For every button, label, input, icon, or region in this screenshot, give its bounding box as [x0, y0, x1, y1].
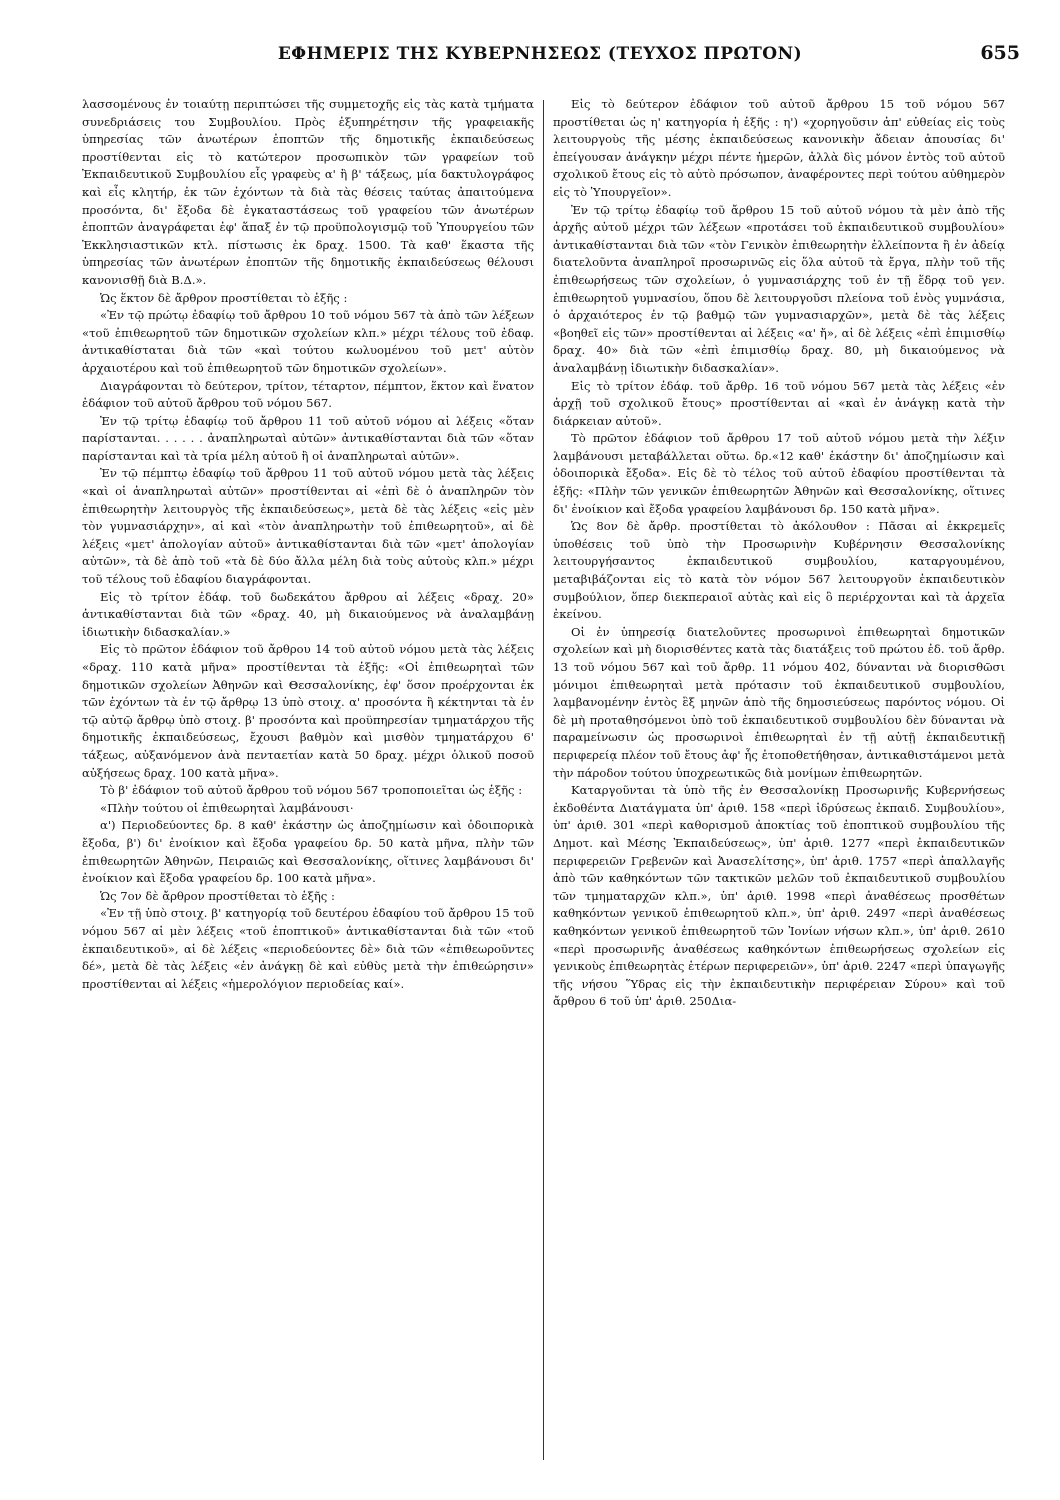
paragraph: Ἐν τῷ τρίτῳ ἐδαφίῳ τοῦ ἄρθρου 11 τοῦ αὐτοῦ νόμου αἱ λέξεις «ὅταν παρίστανται. . . . . . ἀναπληρωταὶ αὐτῶν» ἀντικαθίστανται διὰ τῶν «ὅταν παρίστανται καὶ τὰ τρία μέλη αὐτοῦ ἢ οἱ ἀναπληρωταὶ αὐτῶν».: [82, 413, 534, 463]
paragraph: Τὸ β' ἐδάφιον τοῦ αὐτοῦ ἄρθρου τοῦ νόμου 567 τροποποιεῖται ὡς ἑξῆς :: [100, 783, 523, 798]
gazette-title: ΕΦΗΜΕΡΙΣ ΤΗΣ ΚΥΒΕΡΝΗΣΕΩΣ (ΤΕΥΧΟΣ ΠΡΩΤΟΝ): [277, 44, 803, 64]
paragraph: Τὸ πρῶτον ἐδάφιον τοῦ ἄρθρου 17 τοῦ αὐτοῦ νόμου μετὰ τὴν λέξιν λαμβάνουσι μεταβάλλεται οὕτω. δρ.«12 καθ' ἑκάστην δι' ἀποζημίωσιν καὶ ὁδοιπορικὰ ἔξοδα». Εἰς δὲ τὸ τέλος τοῦ αὐτοῦ ἐδαφίου προστίθενται τὰ ἑξῆς: «Πλὴν τῶν γενικῶν ἐπιθεωρητῶν Ἀθηνῶν καὶ Θεσσαλονίκης, οἵτινες δι' ἐνοίκιον καὶ ἔξοδα γραφείου λαμβάνουσι δρ. 150 κατὰ μῆνα».: [553, 431, 1005, 516]
right-column: [553, 96, 1005, 1468]
paragraph: Καταργοῦνται τὰ ὑπὸ τῆς ἐν Θεσσαλονίκῃ Προσωρινῆς Κυβερνήσεως ἐκδοθέντα Διατάγματα ὑπ' ἀριθ. 158 «περὶ ἱδρύσεως ἐκπαιδ. Συμβουλίου», ὑπ' ἀριθ. 301 «περὶ καθορισμοῦ ἀποκτίας τοῦ ἐποπτικοῦ συμβουλίου τῆς Δημοτ. καὶ Μέσης Ἐκπαιδεύσεως», ὑπ' ἀριθ. 1277 «περὶ ἐκπαιδευτικῶν περιφερειῶν Γρεβενῶν καὶ Ἀνασελίτσης», ὑπ' ἀριθ. 1757 «περὶ ἀπαλλαγῆς ἀπὸ τῶν καθηκόντων τῶν τακτικῶν μελῶν τοῦ ἐκπαιδευτικοῦ συμβουλίου τῶν τμηματαρχῶν κλπ.», ὑπ' ἀριθ. 1998 «περὶ ἀναθέσεως προσθέτων καθηκόντων γενικοῦ ἐπιθεωρητοῦ κλπ.», ὑπ' ἀριθ. 2497 «περὶ ἀναθέσεως καθηκόντων γενικοῦ ἐπιθεωρητοῦ τῶν Ἰονίων νήσων κλπ.», ὑπ' ἀριθ. 2610 «περὶ προσωρινῆς ἀναθέσεως καθηκόντων ἐπιθεωρήσεως σχολείων εἰς γενικοὺς ἐπιθεωρητὰς ἑτέρων περιφερειῶν», ὑπ' ἀριθ. 2247 «περὶ ὑπαγωγῆς τῆς νήσου Ὕδρας εἰς τὴν ἐκπαιδευτικὴν περιφέρειαν Σύρου» καὶ τοῦ ἄρθρου 6 τοῦ ὑπ' ἀριθ. 250Δια-: [553, 783, 1005, 1009]
paragraph: Οἱ ἐν ὑπηρεσίᾳ διατελοῦντες προσωρινοὶ ἐπιθεωρηταὶ δημοτικῶν σχολείων καὶ μὴ διορισθέντες κατὰ τὰς διατάξεις τοῦ πρώτου ἐδ. τοῦ ἄρθρ. 13 τοῦ νόμου 567 καὶ τοῦ ἄρθρ. 11 νόμου 402, δύνανται νὰ διορισθῶσι μόνιμοι ἐπιθεωρηταὶ μετὰ πρότασιν τοῦ ἐκπαιδευτικοῦ συμβουλίου, λαμβανομένην ἐντὸς ἓξ μηνῶν ἀπὸ τῆς δημοσιεύσεως παρόντος νόμου. Οἱ δὲ μὴ προταθησόμενοι ὑπὸ τοῦ ἐκπαιδευτικοῦ συμβουλίου δὲν δύνανται νὰ παραμείνωσιν ὡς προσωρινοὶ ἐπιθεωρηταὶ ἐν τῇ αὐτῇ ἐκπαιδευτικῇ περιφερείᾳ πλέον τοῦ ἔτους ἀφ' ἧς ἐτοποθετήθησαν, ἀντικαθιστάμενοι μετὰ τὴν πάροδον τούτου ὑποχρεωτικῶς διὰ μονίμων ἐπιθεωρητῶν.: [553, 624, 1005, 780]
paragraph: Ὡς 8ον δὲ ἄρθρ. προστίθεται τὸ ἀκόλουθον : Πᾶσαι αἱ ἐκκρεμεῖς ὑποθέσεις τοῦ ὑπὸ τὴν Προσωρινὴν Κυβέρνησιν Θεσσαλονίκης λειτουργήσαντος ἐκπαιδευτικοῦ συμβουλίου, καταργουμένου, μεταβιβάζονται εἰς τὸ κατὰ τὸν νόμον 567 λειτουργοῦν ἐκπαιδευτικὸν συμβούλιον, ὅπερ διεκπεραιοῖ αὐτὰς καὶ εἰς ὃ περιέρχονται καὶ τὰ ἀρχεῖα ἐκείνου.: [553, 519, 1005, 622]
page-header: [60, 44, 1020, 74]
paragraph: Ὡς 7ον δὲ ἄρθρον προστίθεται τὸ ἑξῆς :: [100, 888, 335, 903]
paragraph: λασσομένους ἐν τοιαύτῃ περιπτώσει τῆς συμμετοχῆς εἰς τὰς κατὰ τμήματα συνεδριάσεις του Συμβουλίου. Πρὸς ἐξυπηρέτησιν τῆς γραφειακῆς ὑπηρεσίας τῶν ἀνωτέρων ἐποπτῶν τῆς δημοτικῆς ἐκπαιδεύσεως προστίθενται εἰς τὸ κατώτερον προσωπικὸν τῶν γραφείων τοῦ Ἐκπαιδευτικοῦ Συμβουλίου εἷς γραφεὺς α' ἢ β' τάξεως, μία δακτυλογράφος καὶ εἷς κλητήρ, ἐκ τῶν ἐχόντων τὰ διὰ τὰς θέσεις ταύτας ἀπαιτούμενα προσόντα, δι' ἔξοδα δὲ ἐγκαταστάσεως τοῦ γραφείου τῶν ἀνωτέρων ἐποπτῶν ἀναγράφεται ἐφ' ἅπαξ ἐν τῷ προϋπολογισμῷ τοῦ Ὑπουργείου τῶν Ἐκκλησιαστικῶν κτλ. πίστωσις ἐκ δραχ. 1500. Τὰ καθ' ἕκαστα τῆς ὑπηρεσίας τῶν ἀνωτέρων ἐποπτῶν τῆς δημοτικῆς ἐκπαιδεύσεως θέλουσι κανονισθῇ διὰ Β.Δ.».: [82, 97, 534, 287]
paragraph: «Ἐν τῇ ὑπὸ στοιχ. β' κατηγορίᾳ τοῦ δευτέρου ἐδαφίου τοῦ ἄρθρου 15 τοῦ νόμου 567 αἱ μὲν λέξεις «τοῦ ἐποπτικοῦ» ἀντικαθίστανται διὰ τῶν «τοῦ ἐκπαιδευτικοῦ», αἱ δὲ λέξεις «περιοδεύοντες δὲ» διὰ τῶν «ἐπιθεωροῦντες δέ», μετὰ δὲ τὰς λέξεις «ἐν ἀνάγκῃ δὲ καὶ εὐθὺς μετὰ τὴν ἐπιθεώρησιν» προστίθενται αἱ λέξεις «ἡμερολόγιον περιοδείας καί».: [82, 906, 534, 991]
paragraph: Ἐν τῷ τρίτῳ ἐδαφίῳ τοῦ ἄρθρου 15 τοῦ αὐτοῦ νόμου τὰ μὲν ἀπὸ τῆς ἀρχῆς αὐτοῦ μέχρι τῶν λέξεων «προτάσει τοῦ ἐκπαιδευτικοῦ συμβουλίου» ἀντικαθίστανται διὰ τῶν «τὸν Γενικὸν ἐπιθεωρητὴν ἐλλείποντα ἢ ἐν ἀδείᾳ διατελοῦντα ἀναπληροῖ προσωρινῶς εἰς ὅλα αὐτοῦ τὰ ἔργα, πλὴν τοῦ τῆς ἐπιθεωρήσεως τῶν σχολείων, ὁ γυμνασιάρχης τοῦ ἐν τῇ ἕδρᾳ τοῦ γεν. ἐπιθεωρητοῦ γυμνασίου, ὅπου δὲ λειτουργοῦσι πλείονα τοῦ ἑνὸς γυμνάσια, ὁ ἀρχαιότερος ἐν τῷ βαθμῷ τῶν γυμνασιαρχῶν», μετὰ δὲ τὰς λέξεις «βοηθεῖ εἰς τῶν» προστίθενται αἱ λέξεις «α' ἤ», αἱ δὲ λέξεις «ἐπὶ ἐπιμισθίῳ δραχ. 40» διὰ τῶν «ἐπὶ ἐπιμισθίῳ δραχ. 80, μὴ δικαιούμενος νὰ ἀναλαμβάνῃ ἰδιωτικὴν διδασκαλίαν».: [553, 202, 1005, 375]
paragraph: Εἰς τὸ δεύτερον ἐδάφιον τοῦ αὐτοῦ ἄρθρου 15 τοῦ νόμου 567 προστίθεται ὡς η' κατηγορία ἡ ἑξῆς : η') «χορηγοῦσιν ἀπ' εὐθείας εἰς τοὺς λειτουργοὺς τῆς μέσης ἐκπαιδεύσεως κανονικὴν ἄδειαν ἀπουσίας δι' ἐπείγουσαν ἀνάγκην μέχρι πέντε ἡμερῶν, ἀλλὰ δὶς μόνον ἐντὸς τοῦ αὐτοῦ σχολικοῦ ἔτους εἰς τὸ αὐτὸ πρόσωπον, ἀναφέροντες περὶ τούτου αὐθημερὸν εἰς τὸ Ὑπουργεῖον».: [553, 97, 1005, 199]
paragraph: «Ἐν τῷ πρώτῳ ἐδαφίῳ τοῦ ἄρθρου 10 τοῦ νόμου 567 τὰ ἀπὸ τῶν λέξεων «τοῦ ἐπιθεωρητοῦ τῶν δημοτικῶν σχολείων κλπ.» μέχρι τέλους τοῦ ἐδαφ. ἀντικαθίσταται διὰ τῶν «καὶ τούτου κωλυομένου τοῦ μετ' αὐτὸν ἀρχαιοτέρου καὶ τοῦ ἐπιθεωρητοῦ τῶν δημοτικῶν σχολείων».: [82, 308, 534, 375]
paragraph: Εἰς τὸ πρῶτον ἐδάφιον τοῦ ἄρθρου 14 τοῦ αὐτοῦ νόμου μετὰ τὰς λέξεις «δραχ. 110 κατὰ μῆνα» προστίθενται τὰ ἑξῆς: «Οἱ ἐπιθεωρηταὶ τῶν δημοτικῶν σχολείων Ἀθηνῶν καὶ Θεσσαλονίκης, ἐφ' ὅσον προέρχονται ἐκ τῶν ἐχόντων τὰ ἐν τῷ ἄρθρῳ 13 ὑπὸ στοιχ. α' προσόντα ἢ κέκτηνται τὰ ἐν τῷ αὐτῷ ἄρθρῳ ὑπὸ στοιχ. β' προσόντα καὶ προϋπηρεσίαν τμηματάρχου τῆς δημοτικῆς ἐκπαιδεύσεως, ἔχουσι βαθμὸν καὶ μισθὸν τμηματάρχου 6' τάξεως, αὐξανόμενον ἀνὰ πενταετίαν κατὰ 50 δραχ. μέχρι ὁλικοῦ ποσοῦ αὐξήσεως δραχ. 100 κατὰ μῆνα».: [82, 642, 534, 780]
paragraph: Εἰς τὸ τρίτον ἐδάφ. τοῦ δωδεκάτου ἄρθρου αἱ λέξεις «δραχ. 20» ἀντικαθίστανται διὰ τῶν «δραχ. 40, μὴ δικαιούμενος νὰ ἀναλαμβάνῃ ἰδιωτικὴν διδασκαλίαν.»: [82, 589, 534, 639]
paragraph: Εἰς τὸ τρίτον ἐδάφ. τοῦ ἄρθρ. 16 τοῦ νόμου 567 μετὰ τὰς λέξεις «ἐν ἀρχῇ τοῦ σχολικοῦ ἔτους» προστίθενται αἱ «καὶ ἐν ἀνάγκῃ κατὰ τὴν διάρκειαν αὐτοῦ».: [553, 378, 1005, 428]
left-column: [82, 96, 534, 1468]
paragraph: Ὡς ἕκτον δὲ ἄρθρον προστίθεται τὸ ἑξῆς :: [100, 290, 348, 305]
paragraph: Διαγράφονται τὸ δεύτερον, τρίτον, τέταρτον, πέμπτον, ἕκτον καὶ ἕνατον ἐδάφιον τοῦ αὐτοῦ ἄρθρου τοῦ νόμου 567.: [82, 378, 534, 411]
paragraph: α') Περιοδεύοντες δρ. 8 καθ' ἑκάστην ὡς ἀποζημίωσιν καὶ ὁδοιπορικὰ ἔξοδα, β') δι' ἐνοίκιον καὶ ἔξοδα γραφείου δρ. 50 κατὰ μῆνα, πλὴν τῶν ἐπιθεωρητῶν Ἀθηνῶν, Πειραιῶς καὶ Θεσσαλονίκης, οἵτινες λαμβάνουσι δι' ἐνοίκιον καὶ ἔξοδα γραφείου δρ. 100 κατὰ μῆνα».: [82, 818, 534, 886]
paragraph: «Πλὴν τούτου οἱ ἐπιθεωρηταὶ λαμβάνουσι·: [100, 800, 354, 815]
column-divider: [543, 100, 544, 1460]
page-number: 655: [980, 42, 1020, 64]
paragraph: Ἐν τῷ πέμπτῳ ἐδαφίῳ τοῦ ἄρθρου 11 τοῦ αὐτοῦ νόμου μετὰ τὰς λέξεις «καὶ οἱ ἀναπληρωταὶ αὐτῶν» προστίθενται αἱ «ἐπὶ δὲ ὁ ἀναπληρῶν τὸν ἐπιθεωρητὴν λειτουργὸς τῆς ἐκπαιδεύσεως», μετὰ δὲ τὰς λέξεις «εἰς μὲν τὸν γυμνασιάρχην», αἱ καὶ «τὸν ἀναπληρωτὴν τοῦ ἐπιθεωρητοῦ», αἱ δὲ λέξεις «μετ' ἀπολογίαν αὐτοῦ» ἀντικαθίστανται διὰ τῶν «μετ' ἀπολογίαν αὐτῶν», τὰ δὲ ἀπὸ τοῦ «τὰ δὲ δύο ἄλλα μέλη διὰ τοὺς αὐτοὺς κλπ.» μέχρι τοῦ τέλους τοῦ ἐδαφίου διαγράφονται.: [82, 466, 534, 587]
